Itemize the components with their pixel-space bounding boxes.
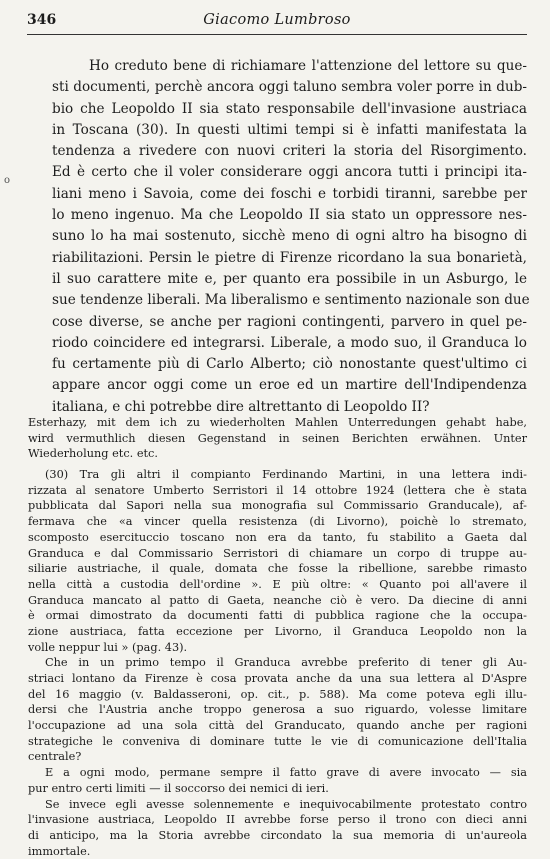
text-line: Ed è certo che il voler considerare oggi ancora tutti i principi ita- (52, 162, 527, 183)
footnote-line: l'occupazione ad una sola città del Granducato, quando anche per ragioni (28, 718, 527, 734)
text-line: fu certamente più di Carlo Alberto; ciò nonostante quest'ultimo ci (52, 354, 527, 375)
footnote-line: fermava che «a vincer quella resistenza (di Livorno), poichè lo stremato, (28, 514, 527, 530)
footnotes (28, 415, 527, 859)
text-line: sti documenti, perchè ancora oggi taluno sembra voler porre in dub- (52, 77, 527, 98)
footnote-line: centrale? (28, 749, 527, 765)
page-header (27, 12, 527, 34)
header-rule (27, 34, 527, 35)
footnote-line: rizzata al senatore Umberto Serristori il 14 ottobre 1924 (lettera che è stata (28, 483, 527, 499)
footnote-30-paragraph (28, 797, 527, 859)
page-number: 346 (27, 12, 56, 28)
running-head: Giacomo Lumbroso (27, 12, 527, 28)
footnote-line: (30) Tra gli altri il compianto Ferdinando Martini, in una lettera indi- (28, 467, 527, 483)
footnote-line: Se invece egli avesse solennemente e inequivocabilmente protestato contro (28, 797, 527, 813)
footnote-line: Granduca mancato al patto di Gaeta, neanche ciò è vero. Da diecine di anni (28, 593, 527, 609)
text-line: liani meno i Savoia, come dei foschi e torbidi tiranni, sarebbe per (52, 184, 527, 205)
text-line: riabilitazioni. Persin le pietre di Firenze ricordano la sua bonarietà, (52, 248, 527, 269)
footnote-30-paragraph (28, 765, 527, 796)
text-line: Ho creduto bene di richiamare l'attenzione del lettore su que- (55, 56, 527, 77)
footnote-line: Esterhazy, mit dem ich zu wiederholten Mahlen Unterredungen gehabt habe, (28, 415, 527, 431)
footnote-line: dersi che l'Austria anche troppo generosa a suo riguardo, volesse limitare (28, 702, 527, 718)
footnote-line: del 16 maggio (v. Baldasseroni, op. cit., p. 588). Ma come poteva egli illu- (28, 687, 527, 703)
footnote-line: immortale. (28, 844, 527, 859)
footnote-line: Wiederholung etc. etc. (28, 446, 527, 462)
footnote-line: wird vermuthlich diesen Gegenstand in seinen Berichten erwähnen. Unter (28, 431, 527, 447)
footnote-line: siliarie austriache, il quale, domata che fosse la ribellione, sarebbe rimasto (28, 561, 527, 577)
footnote-30-paragraph (28, 655, 527, 765)
text-line: il suo carattere mite e, per quanto era possibile in un Asburgo, le (52, 269, 527, 290)
footnote-line: pubblicata dal Sapori nella sua monografia sul Commissario Granducale), af- (28, 498, 527, 514)
text-line: bio che Leopoldo II sia stato responsabile dell'invasione austriaca (52, 99, 527, 120)
text-line: tendenza a rivedere con nuovi criteri la storia del Risorgimento. (52, 141, 527, 162)
footnote-line: di anticipo, ma la Storia avrebbe circondato la sua memoria di un'aureola (28, 828, 527, 844)
text-line: sue tendenze liberali. Ma liberalismo e sentimento nazionale son due (52, 290, 527, 311)
text-line: cose diverse, se anche per ragioni contingenti, parvero in quel pe- (52, 312, 527, 333)
footnote-line: pur entro certi limiti — il soccorso dei nemici di ieri. (28, 781, 527, 797)
text-line: lo meno ingenuo. Ma che Leopoldo II sia stato un oppressore nes- (52, 205, 527, 226)
text-line: in Toscana (30). In questi ultimi tempi si è infatti manifestata la (52, 120, 527, 141)
footnote-continuation (28, 415, 527, 462)
margin-mark: o (4, 175, 10, 186)
footnote-line: scomposto esercituccio toscano non era da tanto, fu stabilito a Gaeta dal (28, 530, 527, 546)
text-line: suno lo ha mai sostenuto, sicchè meno di ogni altro ha bisogno di (52, 226, 527, 247)
footnote-line: nella città a custodia dell'ordine ». E più oltre: « Quanto poi all'avere il (28, 577, 527, 593)
footnote-line: Che in un primo tempo il Granduca avrebbe preferito di tener gli Au- (28, 655, 527, 671)
footnote-30 (28, 467, 527, 655)
footnote-line: E a ogni modo, permane sempre il fatto grave di avere invocato — sia (28, 765, 527, 781)
footnote-line: volle neppur lui » (pag. 43). (28, 640, 527, 656)
text-line: riodo coincidere ed integrarsi. Liberale, a modo suo, il Granduca lo (52, 333, 527, 354)
footnote-line: è ormai dimostrato da documenti fatti di pubblica ragione che la occupa- (28, 608, 527, 624)
footnote-line: l'invasione austriaca, Leopoldo II avrebbe forse perso il trono con dieci anni (28, 812, 527, 828)
footnote-line: strategiche le conveniva di dominare tutte le vie di comunicazione dell'Italia (28, 734, 527, 750)
text-line: appare ancor oggi come un eroe ed un martire dell'Indipendenza (52, 375, 527, 396)
footnote-line: striaci lontano da Firenze è cosa provata anche da una sua lettera al D'Aspre (28, 671, 527, 687)
main-paragraph (55, 56, 527, 418)
text-line: italiana, e chi potrebbe dire altrettanto di Leopoldo II? (52, 397, 527, 418)
footnote-line: Granduca e dal Commissario Serristori di chiamare un corpo di truppe au- (28, 546, 527, 562)
footnote-line: zione austriaca, fatta eccezione per Livorno, il Granduca Leopoldo non la (28, 624, 527, 640)
